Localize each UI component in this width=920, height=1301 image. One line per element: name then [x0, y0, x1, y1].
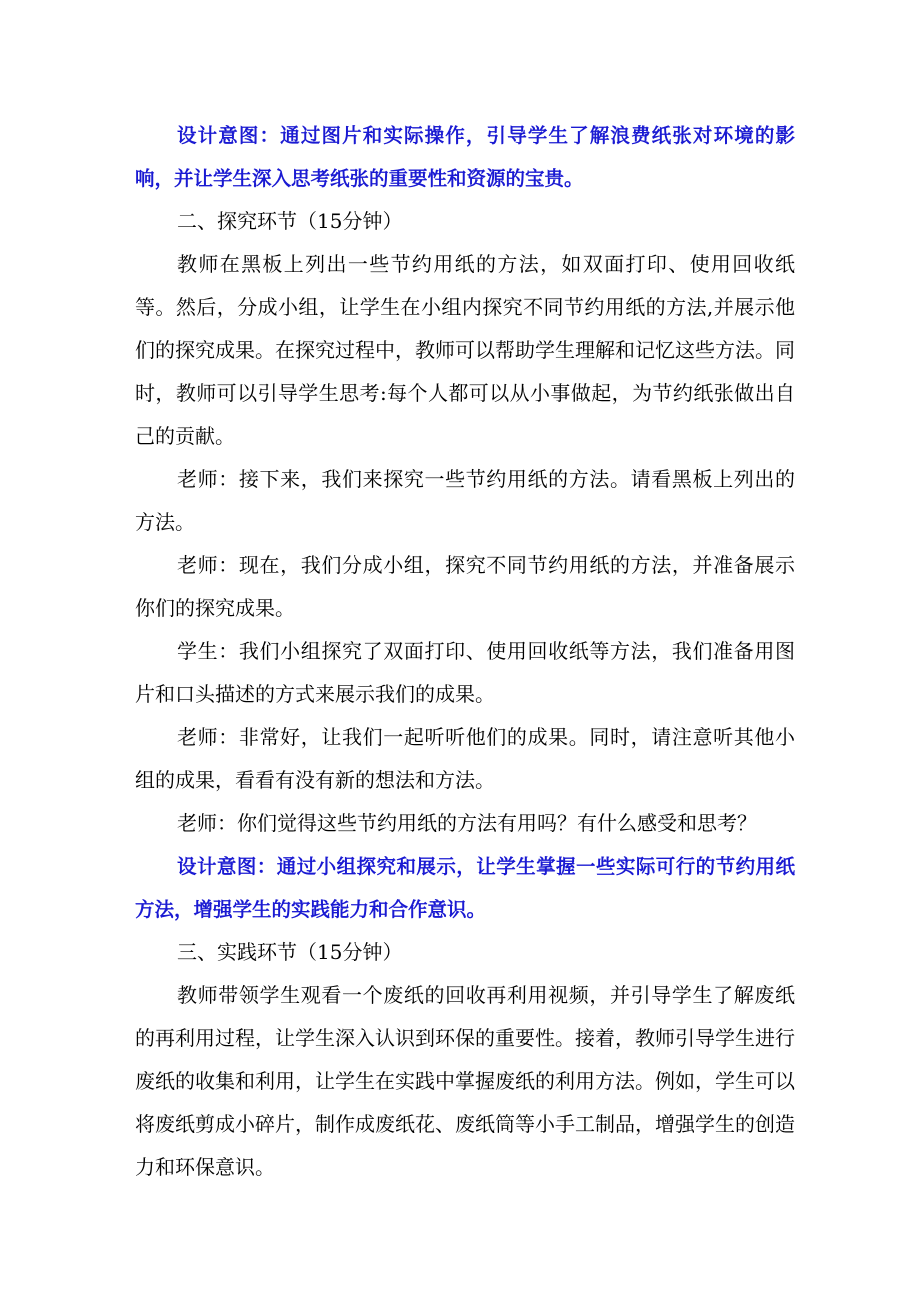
body-paragraph: 教师在黑板上列出一些节约用纸的方法，如双面打印、使用回收纸等。然后，分成小组，让学生在小组内探究不同节约用纸的方法,并展示他们的探究成果。在探究过程中，教师可以帮助学生理解和记忆这些方法。同时，教师可以引导学生思考:每个人都可以从小事做起，为节约纸张做出自己的贡献。	[135, 252, 795, 448]
document-page	[135, 114, 795, 1189]
design-intent-paragraph: 设计意图：通过图片和实际操作，引导学生了解浪费纸张对环境的影响，并让学生深入思考纸张的重要性和资源的宝贵。	[135, 124, 795, 190]
dialogue-paragraph: 学生：我们小组探究了双面打印、使用回收纸等方法，我们准备用图片和口头描述的方式来展示我们的成果。	[135, 639, 795, 706]
body-paragraph: 教师带领学生观看一个废纸的回收再利用视频，并引导学生了解废纸的再利用过程，让学生深入认识到环保的重要性。接着，教师引导学生进行废纸的收集和利用，让学生在实践中掌握废纸的利用方法。例如，学生可以将废纸剪成小碎片，制作成废纸花、废纸筒等小手工制品，增强学生的创造力和环保意识。	[135, 983, 795, 1179]
dialogue-paragraph: 老师：接下来，我们来探究一些节约用纸的方法。请看黑板上列出的方法。	[135, 467, 795, 534]
section-heading-explore: 二、探究环节（15分钟）	[177, 209, 403, 233]
section-heading-practice: 三、实践环节（15分钟）	[177, 940, 403, 964]
dialogue-paragraph: 老师：现在，我们分成小组，探究不同节约用纸的方法，并准备展示你们的探究成果。	[135, 553, 795, 620]
design-intent-paragraph: 设计意图：通过小组探究和展示，让学生掌握一些实际可行的节约用纸方法，增强学生的实践能力和合作意识。	[135, 855, 795, 921]
dialogue-paragraph: 老师：非常好，让我们一起听听他们的成果。同时，请注意听其他小组的成果，看看有没有新的想法和方法。	[135, 725, 795, 792]
dialogue-paragraph: 老师：你们觉得这些节约用纸的方法有用吗？有什么感受和思考？	[177, 811, 757, 835]
